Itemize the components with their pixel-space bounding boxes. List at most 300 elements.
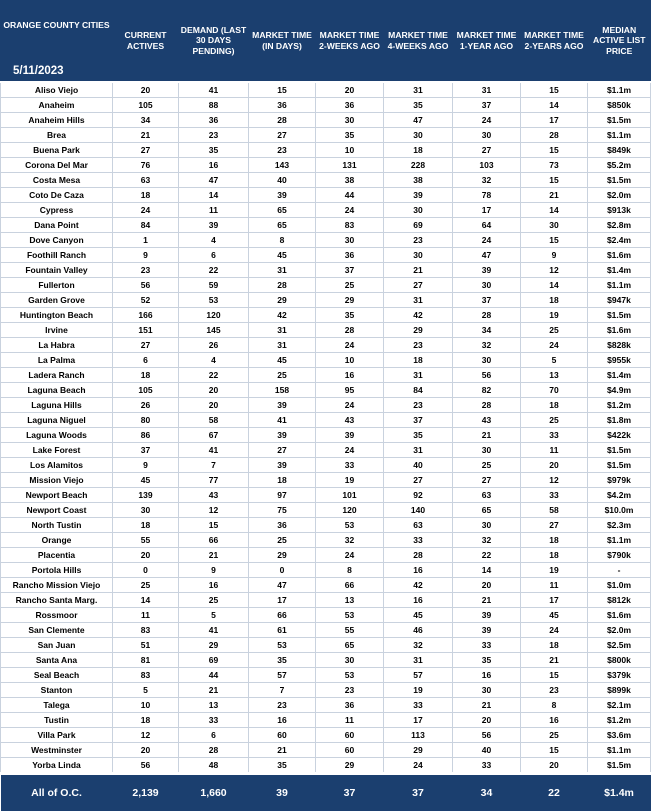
table-cell: 39 — [179, 218, 249, 233]
table-row — [1, 173, 651, 188]
table-row — [1, 398, 651, 413]
table-cell: $1.6m — [588, 608, 651, 623]
table-cell: 45 — [521, 608, 588, 623]
city-name-cell: Tustin — [1, 713, 113, 728]
totals-cell: 1,660 — [179, 774, 249, 811]
table-cell: 24 — [316, 398, 384, 413]
table-cell: 9 — [521, 248, 588, 263]
table-cell: 65 — [316, 638, 384, 653]
table-cell: $1.5m — [588, 443, 651, 458]
table-cell: 46 — [384, 623, 453, 638]
table-row — [1, 308, 651, 323]
table-cell: 28 — [384, 548, 453, 563]
table-cell: $379k — [588, 668, 651, 683]
totals-row — [1, 774, 651, 811]
city-name-cell: Rancho Mission Viejo — [1, 578, 113, 593]
table-row — [1, 503, 651, 518]
table-cell: $913k — [588, 203, 651, 218]
city-name-cell: Santa Ana — [1, 653, 113, 668]
table-cell: 45 — [249, 353, 316, 368]
table-cell: 9 — [179, 563, 249, 578]
column-header: CURRENT ACTIVES — [113, 0, 179, 82]
table-cell: 10 — [316, 353, 384, 368]
table-cell: 8 — [521, 698, 588, 713]
table-cell: $955k — [588, 353, 651, 368]
table-cell: 66 — [316, 578, 384, 593]
table-cell: 6 — [179, 728, 249, 743]
table-cell: 21 — [113, 128, 179, 143]
table-cell: $2.8m — [588, 218, 651, 233]
table-cell: 61 — [249, 623, 316, 638]
table-cell: 30 — [384, 203, 453, 218]
table-cell: $2.0m — [588, 623, 651, 638]
table-cell: 23 — [113, 263, 179, 278]
table-cell: $1.5m — [588, 758, 651, 774]
table-cell: 13 — [316, 593, 384, 608]
table-cell: 25 — [179, 593, 249, 608]
table-cell: 69 — [384, 218, 453, 233]
table-cell: 29 — [249, 548, 316, 563]
table-cell: 25 — [453, 458, 521, 473]
table-cell: 33 — [316, 458, 384, 473]
table-row — [1, 338, 651, 353]
table-cell: 8 — [249, 233, 316, 248]
table-cell: 56 — [113, 278, 179, 293]
table-cell: 24 — [316, 548, 384, 563]
table-cell: $947k — [588, 293, 651, 308]
table-cell: 53 — [316, 668, 384, 683]
table-cell: 47 — [179, 173, 249, 188]
table-row — [1, 428, 651, 443]
table-cell: 29 — [179, 638, 249, 653]
table-cell: 20 — [179, 383, 249, 398]
table-cell: 23 — [384, 233, 453, 248]
table-cell: 45 — [249, 248, 316, 263]
table-cell: 19 — [384, 683, 453, 698]
table-cell: $3.6m — [588, 728, 651, 743]
table-cell: 16 — [249, 713, 316, 728]
table-row — [1, 233, 651, 248]
table-cell: $2.0m — [588, 188, 651, 203]
table-cell: $2.1m — [588, 698, 651, 713]
table-cell: 9 — [113, 458, 179, 473]
table-cell: 24 — [521, 338, 588, 353]
table-cell: 21 — [521, 188, 588, 203]
table-cell: 35 — [453, 653, 521, 668]
table-cell: 53 — [179, 293, 249, 308]
table-cell: 228 — [384, 158, 453, 173]
table-cell: 31 — [249, 263, 316, 278]
table-cell: 28 — [249, 278, 316, 293]
table-cell: 35 — [384, 428, 453, 443]
table-row — [1, 368, 651, 383]
city-name-cell: Laguna Niguel — [1, 413, 113, 428]
table-cell: 44 — [316, 188, 384, 203]
table-cell: 28 — [316, 323, 384, 338]
table-cell: 4 — [179, 233, 249, 248]
table-cell: 81 — [113, 653, 179, 668]
table-row — [1, 278, 651, 293]
table-cell: $1.1m — [588, 82, 651, 98]
totals-cell: 2,139 — [113, 774, 179, 811]
table-cell: 11 — [521, 578, 588, 593]
table-cell: 38 — [316, 173, 384, 188]
table-cell: $1.4m — [588, 263, 651, 278]
table-cell: 4 — [179, 353, 249, 368]
table-cell: 35 — [384, 98, 453, 113]
city-name-cell: Newport Coast — [1, 503, 113, 518]
table-cell: 32 — [453, 338, 521, 353]
table-cell: $1.6m — [588, 323, 651, 338]
city-name-cell: La Palma — [1, 353, 113, 368]
table-cell: 25 — [249, 368, 316, 383]
table-cell: 28 — [453, 308, 521, 323]
table-cell: 26 — [179, 338, 249, 353]
table-cell: 24 — [113, 203, 179, 218]
table-cell: 39 — [249, 398, 316, 413]
table-cell: $1.1m — [588, 278, 651, 293]
table-cell: $1.5m — [588, 173, 651, 188]
table-cell: 6 — [179, 248, 249, 263]
table-cell: 16 — [384, 563, 453, 578]
table-cell: 67 — [179, 428, 249, 443]
table-cell: 34 — [453, 323, 521, 338]
table-row — [1, 98, 651, 113]
table-cell: 113 — [384, 728, 453, 743]
column-header: MARKET TIME 2-YEARS AGO — [521, 0, 588, 82]
table-cell: 25 — [113, 578, 179, 593]
table-cell: 22 — [453, 548, 521, 563]
column-header: MARKET TIME 1-YEAR AGO — [453, 0, 521, 82]
table-cell: 65 — [249, 203, 316, 218]
table-cell: 24 — [521, 623, 588, 638]
table-cell: 21 — [453, 593, 521, 608]
city-name-cell: Aliso Viejo — [1, 82, 113, 98]
table-cell: 36 — [316, 98, 384, 113]
city-name-cell: Laguna Woods — [1, 428, 113, 443]
table-cell: 31 — [249, 323, 316, 338]
table-cell: 29 — [384, 323, 453, 338]
city-name-cell: Huntington Beach — [1, 308, 113, 323]
table-cell: 120 — [316, 503, 384, 518]
table-cell: 20 — [113, 548, 179, 563]
table-cell: 41 — [179, 443, 249, 458]
table-cell: $1.5m — [588, 308, 651, 323]
table-cell: 23 — [521, 683, 588, 698]
table-cell: $2.4m — [588, 233, 651, 248]
city-name-cell: Laguna Beach — [1, 383, 113, 398]
table-cell: 18 — [384, 143, 453, 158]
table-cell: 37 — [453, 293, 521, 308]
table-cell: 38 — [384, 173, 453, 188]
table-cell: 97 — [249, 488, 316, 503]
table-cell: 31 — [384, 653, 453, 668]
table-cell: 24 — [316, 443, 384, 458]
table-cell: 26 — [113, 398, 179, 413]
table-cell: 20 — [113, 743, 179, 758]
table-cell: 32 — [316, 533, 384, 548]
city-name-cell: Villa Park — [1, 728, 113, 743]
table-cell: 43 — [179, 488, 249, 503]
table-cell: 28 — [179, 743, 249, 758]
table-row — [1, 218, 651, 233]
city-name-cell: Talega — [1, 698, 113, 713]
table-cell: 28 — [453, 398, 521, 413]
table-cell: 24 — [316, 338, 384, 353]
table-cell: 27 — [113, 143, 179, 158]
table-row — [1, 578, 651, 593]
table-cell: 30 — [316, 233, 384, 248]
column-header: MARKET TIME 4-WEEKS AGO — [384, 0, 453, 82]
table-cell: 42 — [249, 308, 316, 323]
table-cell: 37 — [316, 263, 384, 278]
table-cell: $979k — [588, 473, 651, 488]
table-row — [1, 248, 651, 263]
city-name-cell: Anaheim — [1, 98, 113, 113]
header-row — [1, 0, 651, 82]
table-cell: 15 — [521, 173, 588, 188]
table-cell: 70 — [521, 383, 588, 398]
table-cell: 7 — [179, 458, 249, 473]
table-cell: 65 — [249, 218, 316, 233]
table-cell: 36 — [316, 698, 384, 713]
table-cell: 18 — [521, 548, 588, 563]
table-cell: 33 — [384, 698, 453, 713]
table-cell: 40 — [249, 173, 316, 188]
table-cell: 60 — [249, 728, 316, 743]
table-cell: 23 — [384, 398, 453, 413]
table-cell: 17 — [453, 203, 521, 218]
table-cell: 24 — [453, 113, 521, 128]
table-cell: $850k — [588, 98, 651, 113]
table-cell: 6 — [113, 353, 179, 368]
table-cell: 12 — [521, 263, 588, 278]
table-row — [1, 758, 651, 774]
city-name-cell: Cypress — [1, 203, 113, 218]
table-cell: 32 — [453, 533, 521, 548]
table-cell: 14 — [179, 188, 249, 203]
table-cell: 5 — [521, 353, 588, 368]
column-header: MARKET TIME (IN DAYS) — [249, 0, 316, 82]
table-cell: 11 — [113, 608, 179, 623]
table-row — [1, 203, 651, 218]
table-row — [1, 518, 651, 533]
table-cell: 63 — [113, 173, 179, 188]
table-cell: 33 — [453, 638, 521, 653]
table-cell: 16 — [179, 578, 249, 593]
table-row — [1, 443, 651, 458]
table-cell: 33 — [453, 758, 521, 774]
table-row — [1, 128, 651, 143]
table-row — [1, 458, 651, 473]
table-row — [1, 263, 651, 278]
table-cell: 42 — [384, 578, 453, 593]
table-cell: 73 — [521, 158, 588, 173]
table-cell: 31 — [384, 293, 453, 308]
table-cell: 30 — [453, 128, 521, 143]
table-cell: 25 — [521, 413, 588, 428]
table-cell: 41 — [179, 82, 249, 98]
table-cell: 21 — [384, 263, 453, 278]
table-cell: 32 — [453, 173, 521, 188]
table-cell: $899k — [588, 683, 651, 698]
column-header: DEMAND (LAST 30 DAYS PENDING) — [179, 0, 249, 82]
table-cell: 40 — [384, 458, 453, 473]
table-cell: 18 — [249, 473, 316, 488]
table-cell: 13 — [521, 368, 588, 383]
table-cell: 15 — [179, 518, 249, 533]
table-cell: 24 — [316, 203, 384, 218]
table-cell: 39 — [316, 428, 384, 443]
table-cell: 27 — [113, 338, 179, 353]
table-cell: $812k — [588, 593, 651, 608]
table-cell: 43 — [453, 413, 521, 428]
table-cell: 21 — [179, 683, 249, 698]
table-cell: 143 — [249, 158, 316, 173]
table-row — [1, 548, 651, 563]
table-cell: 31 — [384, 368, 453, 383]
table-cell: 30 — [453, 353, 521, 368]
table-cell: $1.4m — [588, 368, 651, 383]
column-header: MEDIAN ACTIVE LIST PRICE — [588, 0, 651, 82]
table-cell: $1.5m — [588, 458, 651, 473]
table-body — [1, 82, 651, 774]
table-cell: $422k — [588, 428, 651, 443]
table-cell: $1.6m — [588, 248, 651, 263]
table-cell: 35 — [249, 758, 316, 774]
table-cell: $849k — [588, 143, 651, 158]
table-cell: 56 — [453, 728, 521, 743]
table-cell: $4.2m — [588, 488, 651, 503]
table-cell: 31 — [453, 82, 521, 98]
table-cell: 15 — [521, 668, 588, 683]
table-cell: 41 — [179, 623, 249, 638]
table-cell: 39 — [249, 458, 316, 473]
table-cell: 15 — [521, 233, 588, 248]
table-cell: 19 — [316, 473, 384, 488]
table-cell: 28 — [521, 128, 588, 143]
table-row — [1, 473, 651, 488]
table-cell: 27 — [384, 278, 453, 293]
table-cell: $1.5m — [588, 113, 651, 128]
table-cell: 29 — [249, 293, 316, 308]
table-cell: $1.2m — [588, 398, 651, 413]
table-cell: 80 — [113, 413, 179, 428]
table-cell: 11 — [179, 203, 249, 218]
table-cell: $800k — [588, 653, 651, 668]
table-cell: 35 — [316, 308, 384, 323]
table-cell: 23 — [249, 143, 316, 158]
table-cell: 145 — [179, 323, 249, 338]
city-name-cell: Los Alamitos — [1, 458, 113, 473]
table-row — [1, 593, 651, 608]
table-cell: 84 — [113, 218, 179, 233]
table-cell: 12 — [521, 473, 588, 488]
table-cell: - — [588, 563, 651, 578]
table-cell: 53 — [316, 608, 384, 623]
table-cell: 166 — [113, 308, 179, 323]
table-cell: $4.9m — [588, 383, 651, 398]
city-name-cell: Westminster — [1, 743, 113, 758]
table-cell: 101 — [316, 488, 384, 503]
table-cell: 12 — [179, 503, 249, 518]
table-cell: 17 — [384, 713, 453, 728]
city-name-cell: Dana Point — [1, 218, 113, 233]
table-cell: $1.2m — [588, 713, 651, 728]
table-cell: 23 — [249, 698, 316, 713]
table-cell: 29 — [316, 293, 384, 308]
table-cell: 64 — [453, 218, 521, 233]
table-cell: 35 — [316, 128, 384, 143]
city-name-cell: Coto De Caza — [1, 188, 113, 203]
table-cell: 16 — [316, 368, 384, 383]
table-cell: 25 — [316, 278, 384, 293]
table-cell: 14 — [521, 98, 588, 113]
table-cell: 20 — [521, 758, 588, 774]
table-row — [1, 563, 651, 578]
city-name-cell: Laguna Hills — [1, 398, 113, 413]
table-cell: 83 — [113, 623, 179, 638]
table-cell: 32 — [384, 638, 453, 653]
table-cell: 83 — [316, 218, 384, 233]
table-cell: 55 — [113, 533, 179, 548]
table-cell: 15 — [521, 82, 588, 98]
table-cell: 39 — [249, 188, 316, 203]
table-cell: 31 — [384, 82, 453, 98]
table-cell: 20 — [113, 82, 179, 98]
table-cell: 21 — [521, 653, 588, 668]
table-cell: 42 — [384, 308, 453, 323]
city-name-cell: Garden Grove — [1, 293, 113, 308]
table-cell: 21 — [453, 698, 521, 713]
table-row — [1, 713, 651, 728]
table-cell: 18 — [113, 518, 179, 533]
table-cell: 30 — [316, 653, 384, 668]
city-name-cell: Dove Canyon — [1, 233, 113, 248]
table-cell: 18 — [521, 533, 588, 548]
totals-cell: 22 — [521, 774, 588, 811]
table-cell: 20 — [521, 458, 588, 473]
totals-cell: 37 — [316, 774, 384, 811]
table-cell: 58 — [179, 413, 249, 428]
table-cell: $1.0m — [588, 578, 651, 593]
city-column-title: ORANGE COUNTY CITIES — [1, 20, 112, 30]
totals-label: All of O.C. — [1, 774, 113, 811]
table-cell: 0 — [113, 563, 179, 578]
table-row — [1, 353, 651, 368]
totals-cell: 39 — [249, 774, 316, 811]
table-cell: 14 — [453, 563, 521, 578]
city-name-cell: Lake Forest — [1, 443, 113, 458]
table-cell: 84 — [384, 383, 453, 398]
table-row — [1, 113, 651, 128]
totals-cell: 34 — [453, 774, 521, 811]
table-cell: 56 — [113, 758, 179, 774]
table-cell: 37 — [113, 443, 179, 458]
table-cell: 103 — [453, 158, 521, 173]
table-cell: 35 — [179, 143, 249, 158]
table-cell: 30 — [384, 248, 453, 263]
table-cell: 5 — [113, 683, 179, 698]
table-cell: 43 — [316, 413, 384, 428]
table-row — [1, 143, 651, 158]
table-cell: $1.1m — [588, 743, 651, 758]
table-cell: 105 — [113, 98, 179, 113]
table-cell: 18 — [384, 353, 453, 368]
table-cell: 140 — [384, 503, 453, 518]
table-cell: 77 — [179, 473, 249, 488]
table-cell: 25 — [249, 533, 316, 548]
